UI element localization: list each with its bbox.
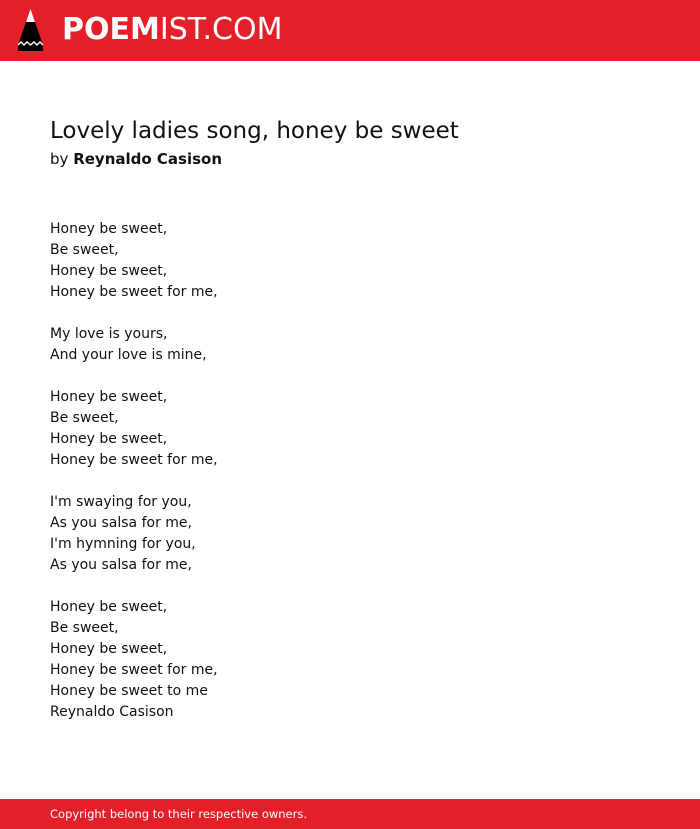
poem-line: I'm hymning for you, bbox=[50, 536, 196, 552]
poem-line: Honey be sweet to me bbox=[50, 683, 208, 699]
site-header bbox=[0, 0, 700, 61]
byline bbox=[50, 149, 222, 169]
author-name: Reynaldo Casison bbox=[73, 150, 223, 168]
site-footer bbox=[0, 799, 700, 829]
poem-line bbox=[50, 576, 218, 597]
poem-line: As you salsa for me, bbox=[50, 557, 192, 573]
logo-light-text: IST.COM bbox=[159, 12, 283, 47]
poem-line bbox=[50, 303, 218, 324]
poem-line: Honey be sweet, bbox=[50, 599, 168, 615]
poem-line: As you salsa for me, bbox=[50, 515, 192, 531]
poem-line bbox=[50, 366, 218, 387]
poem-line: Be sweet, bbox=[50, 242, 119, 258]
poem-line: Honey be sweet, bbox=[50, 431, 168, 447]
poem-body bbox=[50, 219, 218, 723]
logo-bold-text: POEM bbox=[62, 12, 160, 47]
poem-line: Honey be sweet, bbox=[50, 641, 168, 657]
poem-line: Honey be sweet, bbox=[50, 263, 168, 279]
poem-line: Be sweet, bbox=[50, 620, 119, 636]
poem-line bbox=[50, 471, 218, 492]
poem-line: I'm swaying for you, bbox=[50, 494, 192, 510]
poem-line: My love is yours, bbox=[50, 326, 168, 342]
poem-line: Honey be sweet for me, bbox=[50, 662, 218, 678]
poem-line: Honey be sweet for me, bbox=[50, 284, 218, 300]
poem-line: Honey be sweet, bbox=[50, 389, 168, 405]
poem-line: Reynaldo Casison bbox=[50, 704, 174, 720]
pencil-tip-icon bbox=[17, 9, 44, 51]
site-logo[interactable] bbox=[62, 12, 282, 48]
byline-prefix: by bbox=[50, 150, 69, 168]
poem-line: Honey be sweet, bbox=[50, 221, 168, 237]
poem-line: Honey be sweet for me, bbox=[50, 452, 218, 468]
poem-line: Be sweet, bbox=[50, 410, 119, 426]
poem-title: Lovely ladies song, honey be sweet bbox=[50, 118, 459, 144]
poem-line: And your love is mine, bbox=[50, 347, 207, 363]
copyright-text: Copyright belong to their respective owners. bbox=[50, 807, 308, 821]
